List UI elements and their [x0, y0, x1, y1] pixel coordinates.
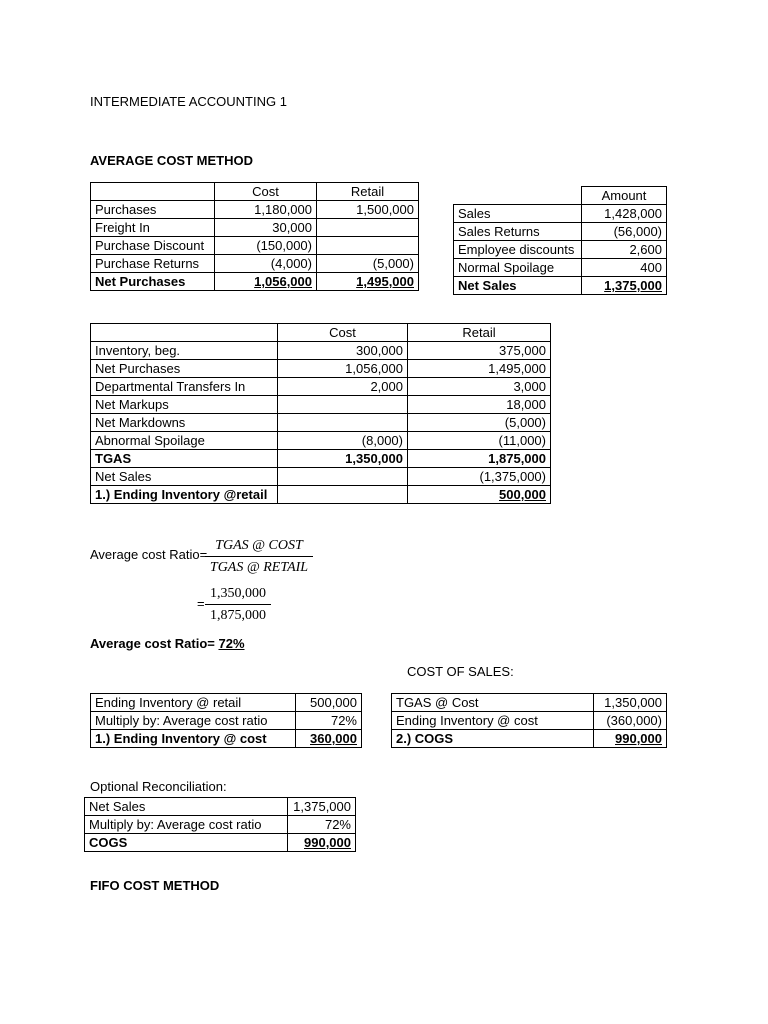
purchases-table — [90, 182, 419, 291]
row-label: Employee discounts — [454, 241, 582, 259]
cost-cell — [278, 414, 408, 432]
retail-cell — [317, 219, 419, 237]
row-label: Ending Inventory @ retail — [91, 694, 296, 712]
retail-cell: (5,000) — [408, 414, 551, 432]
reconciliation-cogs-value: 990,000 — [304, 835, 351, 850]
table-total-row — [392, 730, 667, 748]
row-label: Net Sales — [91, 468, 278, 486]
row-label: Inventory, beg. — [91, 342, 278, 360]
table-row — [91, 201, 419, 219]
retail-cell: 1,875,000 — [408, 450, 551, 468]
cost-cell: (4,000) — [215, 255, 317, 273]
ratio-values-fraction — [205, 585, 271, 624]
row-label: Purchase Returns — [91, 255, 215, 273]
table-row — [454, 259, 667, 277]
table-header-row — [91, 324, 551, 342]
ratio-result — [90, 636, 245, 652]
ratio-formula-fraction — [205, 537, 313, 576]
table-row — [91, 396, 551, 414]
reconciliation-heading: Optional Reconciliation: — [90, 779, 227, 794]
table-row — [454, 241, 667, 259]
ending-inventory-retail-value: 500,000 — [499, 487, 546, 502]
cost-cell — [278, 468, 408, 486]
header-cell: Cost — [278, 324, 408, 342]
table-row — [91, 712, 362, 730]
cost-cell: 2,000 — [278, 378, 408, 396]
cost-cell: 1,180,000 — [215, 201, 317, 219]
cost-total-value: 1,056,000 — [254, 274, 312, 289]
table-row — [91, 342, 551, 360]
section-heading-fifo: FIFO COST METHOD — [90, 878, 220, 893]
cost-cell: (8,000) — [278, 432, 408, 450]
ratio-result-value: 72% — [218, 636, 245, 651]
retail-cell: (11,000) — [408, 432, 551, 450]
retail-cell: 1,500,000 — [317, 201, 419, 219]
value-cell: 1,375,000 — [288, 798, 356, 816]
retail-cell: 3,000 — [408, 378, 551, 396]
value-cell: 72% — [288, 816, 356, 834]
retail-cell: 375,000 — [408, 342, 551, 360]
table-row — [85, 798, 356, 816]
retail-cell: 18,000 — [408, 396, 551, 414]
cogs-table — [391, 693, 667, 748]
row-label: Purchases — [91, 201, 215, 219]
table-row — [91, 432, 551, 450]
table-row — [91, 694, 362, 712]
ratio-denominator-value: 1,875,000 — [210, 608, 266, 623]
row-label: Sales Returns — [454, 223, 582, 241]
value-cell: (360,000) — [594, 712, 667, 730]
table-total-row — [91, 450, 551, 468]
table-row — [91, 360, 551, 378]
cost-cell — [278, 396, 408, 414]
table-row — [91, 468, 551, 486]
row-label: Net Markdowns — [91, 414, 278, 432]
row-label: Net Markups — [91, 396, 278, 414]
row-label: Net Purchases — [91, 360, 278, 378]
row-label: 2.) COGS — [392, 730, 594, 748]
table-total-row — [85, 834, 356, 852]
sales-table — [453, 186, 667, 295]
amount-cell: 400 — [582, 259, 667, 277]
row-label: Freight In — [91, 219, 215, 237]
amount-cell: 2,600 — [582, 241, 667, 259]
table-total-row — [454, 277, 667, 295]
value-total-cell — [594, 730, 667, 748]
amount-cell: (56,000) — [582, 223, 667, 241]
inventory-table — [90, 323, 551, 504]
table-row — [91, 414, 551, 432]
row-label: Multiply by: Average cost ratio — [91, 712, 296, 730]
value-cell: 1,350,000 — [594, 694, 667, 712]
table-header-row — [91, 183, 419, 201]
retail-cell: (5,000) — [317, 255, 419, 273]
reconciliation-table — [84, 797, 356, 852]
cost-cell: (150,000) — [215, 237, 317, 255]
ratio-equals-sign: = — [197, 596, 205, 611]
header-cell: Retail — [317, 183, 419, 201]
section-heading-average-cost: AVERAGE COST METHOD — [90, 153, 253, 168]
table-row — [392, 712, 667, 730]
cogs-value: 990,000 — [615, 731, 662, 746]
cost-cell: 30,000 — [215, 219, 317, 237]
row-label: Sales — [454, 205, 582, 223]
retail-cell — [317, 237, 419, 255]
retail-total-value: 1,495,000 — [356, 274, 414, 289]
cost-cell — [278, 486, 408, 504]
header-blank-cell — [454, 187, 582, 205]
row-label: 1.) Ending Inventory @ cost — [91, 730, 296, 748]
row-label: COGS — [85, 834, 288, 852]
table-total-row — [91, 730, 362, 748]
table-row — [392, 694, 667, 712]
table-header-row — [454, 187, 667, 205]
row-label: Normal Spoilage — [454, 259, 582, 277]
amount-total-cell — [582, 277, 667, 295]
cost-cell: 1,056,000 — [278, 360, 408, 378]
cost-cell: 1,350,000 — [278, 450, 408, 468]
ratio-denominator: TGAS @ RETAIL — [209, 560, 309, 575]
table-total-row — [91, 486, 551, 504]
row-label: Abnormal Spoilage — [91, 432, 278, 450]
retail-cell: (1,375,000) — [408, 468, 551, 486]
header-cell: Cost — [215, 183, 317, 201]
cost-cell: 300,000 — [278, 342, 408, 360]
row-label: Net Sales — [454, 277, 582, 295]
row-label: Ending Inventory @ cost — [392, 712, 594, 730]
row-label: Departmental Transfers In — [91, 378, 278, 396]
cost-total-cell — [215, 273, 317, 291]
value-cell: 72% — [296, 712, 362, 730]
header-cell — [91, 324, 278, 342]
table-row — [91, 255, 419, 273]
table-row — [91, 219, 419, 237]
ratio-numerator-value: 1,350,000 — [205, 585, 271, 605]
ratio-result-label: Average cost Ratio= — [90, 636, 219, 651]
row-label: TGAS — [91, 450, 278, 468]
row-label: TGAS @ Cost — [392, 694, 594, 712]
table-row — [85, 816, 356, 834]
table-row — [91, 237, 419, 255]
retail-total-cell — [408, 486, 551, 504]
value-total-cell — [288, 834, 356, 852]
value-total-cell — [296, 730, 362, 748]
ending-inventory-table — [90, 693, 362, 748]
table-row — [454, 205, 667, 223]
table-row — [454, 223, 667, 241]
ratio-numerator: TGAS @ COST — [205, 537, 313, 557]
header-cell: Retail — [408, 324, 551, 342]
amount-cell: 1,428,000 — [582, 205, 667, 223]
ratio-formula-label: Average cost Ratio= — [90, 547, 208, 562]
document-title: INTERMEDIATE ACCOUNTING 1 — [90, 94, 287, 109]
header-cell — [91, 183, 215, 201]
header-cell: Amount — [582, 187, 667, 205]
row-label: 1.) Ending Inventory @retail — [91, 486, 278, 504]
retail-cell: 1,495,000 — [408, 360, 551, 378]
ending-inventory-cost-value: 360,000 — [310, 731, 357, 746]
table-row — [91, 378, 551, 396]
table-total-row — [91, 273, 419, 291]
row-label: Purchase Discount — [91, 237, 215, 255]
row-label: Multiply by: Average cost ratio — [85, 816, 288, 834]
amount-total-value: 1,375,000 — [604, 278, 662, 293]
row-label: Net Purchases — [91, 273, 215, 291]
row-label: Net Sales — [85, 798, 288, 816]
cost-of-sales-heading: COST OF SALES: — [407, 664, 514, 679]
retail-total-cell — [317, 273, 419, 291]
value-cell: 500,000 — [296, 694, 362, 712]
